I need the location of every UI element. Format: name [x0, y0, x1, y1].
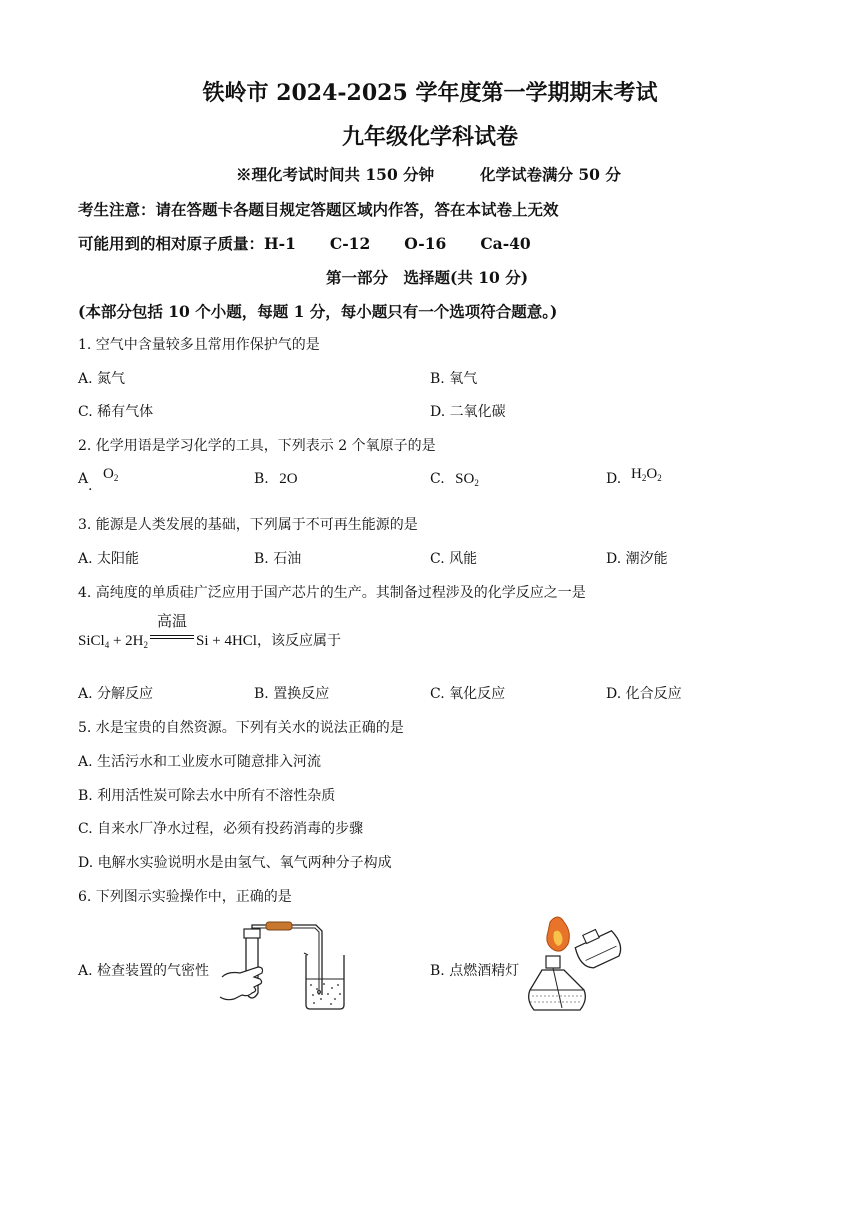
q2-d-sub1: 2	[641, 473, 647, 483]
q2-option-c-formula	[455, 471, 479, 487]
eq-plus-h2: + 2H	[109, 633, 144, 649]
alcohol-lamp-illustration	[524, 910, 634, 1020]
eq-products: Si + 4HCl	[195, 633, 257, 649]
atomic-mass-h: H-1	[264, 234, 296, 253]
q3-option-c: C. 风能	[430, 551, 478, 567]
eq-sub4: 4	[104, 640, 110, 650]
q6-option-a: A. 检查装置的气密性	[78, 963, 210, 979]
airtightness-check-illustration	[214, 915, 364, 1015]
q2-c-sub: 2	[474, 478, 479, 488]
q4-option-c: C. 氧化反应	[430, 686, 506, 702]
eq-condition: 高温	[156, 611, 187, 630]
exam-subtitle: 九年级化学科试卷	[341, 124, 518, 150]
q1-option-b: B. 氧气	[430, 371, 478, 387]
q1-option-c: C. 稀有气体	[78, 404, 154, 420]
q2-option-d-letter: D.	[606, 471, 622, 487]
q4-stem: 4. 高纯度的单质硅广泛应用于国产芯片的生产。其制备过程涉及的化学反应之一是	[78, 585, 586, 601]
q2-option-c	[430, 471, 479, 488]
q1-option-a: A. 氮气	[78, 371, 126, 387]
q2-a-sub: 2	[113, 473, 119, 483]
q2-c-main: SO	[455, 471, 475, 487]
q2-option-b-letter: B.	[254, 471, 269, 487]
eq-arrow	[150, 611, 194, 646]
eq-tail: ，该反应属于	[256, 633, 341, 649]
q3-option-d: D. 潮汐能	[606, 551, 668, 567]
q2-option-b	[254, 471, 298, 488]
q5-option-c: C. 自来水厂净水过程，必须有投药消毒的步骤	[78, 821, 364, 837]
q2-option-c-letter: C.	[430, 471, 445, 487]
q4-equation	[78, 611, 341, 650]
atomic-mass-line	[78, 232, 531, 254]
q2-option-a-dot: .	[88, 478, 93, 494]
section-instruction: (本部分包括 10 个小题，每题 1 分，每小题只有一个选项符合题意。)	[78, 302, 558, 321]
q5-option-b: B. 利用活性炭可除去水中所有不溶性杂质	[78, 788, 336, 804]
atomic-mass-o: O-16	[404, 234, 447, 253]
q1-stem: 1. 空气中含量较多且常用作保护气的是	[78, 337, 320, 353]
notice: 考生注意：请在答题卡各题目规定答题区域内作答，答在本试卷上无效	[78, 200, 559, 219]
q3-stem: 3. 能源是人类发展的基础，下列属于不可再生能源的是	[78, 517, 418, 533]
q2-option-a-letter: A	[78, 471, 89, 487]
q4-option-a: A. 分解反应	[78, 686, 154, 702]
q3-option-b: B. 石油	[254, 551, 302, 567]
q5-stem: 5. 水是宝贵的自然资源。下列有关水的说法正确的是	[78, 720, 404, 736]
eq-sub2: 2	[143, 640, 148, 650]
q2-option-d	[606, 466, 662, 487]
score-note: 化学试卷满分 50 分	[480, 165, 621, 184]
q5-option-d: D. 电解水实验说明水是由氢气、氧气两种分子构成	[78, 855, 392, 871]
q2-d-o: O	[646, 466, 658, 482]
atomic-mass-c: C-12	[329, 234, 371, 253]
q2-option-a	[78, 466, 119, 494]
atomic-mass-ca: Ca-40	[480, 234, 531, 253]
q2-d-sub2: 2	[657, 473, 662, 483]
q5-option-a: A. 生活污水和工业废水可随意排入河流	[78, 754, 322, 770]
q2-option-a-formula	[103, 466, 118, 483]
q6-stem: 6. 下列图示实验操作中，正确的是	[78, 889, 292, 905]
section-title: 第一部分 选择题(共 10 分)	[326, 268, 529, 287]
time-note: ※理化考试时间共 150 分钟	[236, 165, 435, 184]
q4-option-d: D. 化合反应	[606, 686, 682, 702]
exam-title: 铁岭市 2024-2025 学年度第一学期期末考试	[202, 80, 658, 106]
q2-option-b-formula: 2O	[279, 471, 298, 487]
q4-option-b: B. 置换反应	[254, 686, 330, 702]
q2-d-h: H	[631, 466, 642, 482]
eq-sicl: SiCl	[78, 633, 105, 649]
q2-a-main: O	[103, 466, 114, 482]
q6-option-b: B. 点燃酒精灯	[430, 963, 520, 979]
q2-stem: 2. 化学用语是学习化学的工具，下列表示 2 个氧原子的是	[78, 438, 436, 454]
atomic-mass-label: 可能用到的相对原子质量：	[78, 234, 265, 253]
q2-option-d-formula	[631, 466, 662, 483]
q3-option-a: A. 太阳能	[78, 551, 140, 567]
q1-option-d: D. 二氧化碳	[430, 404, 506, 420]
